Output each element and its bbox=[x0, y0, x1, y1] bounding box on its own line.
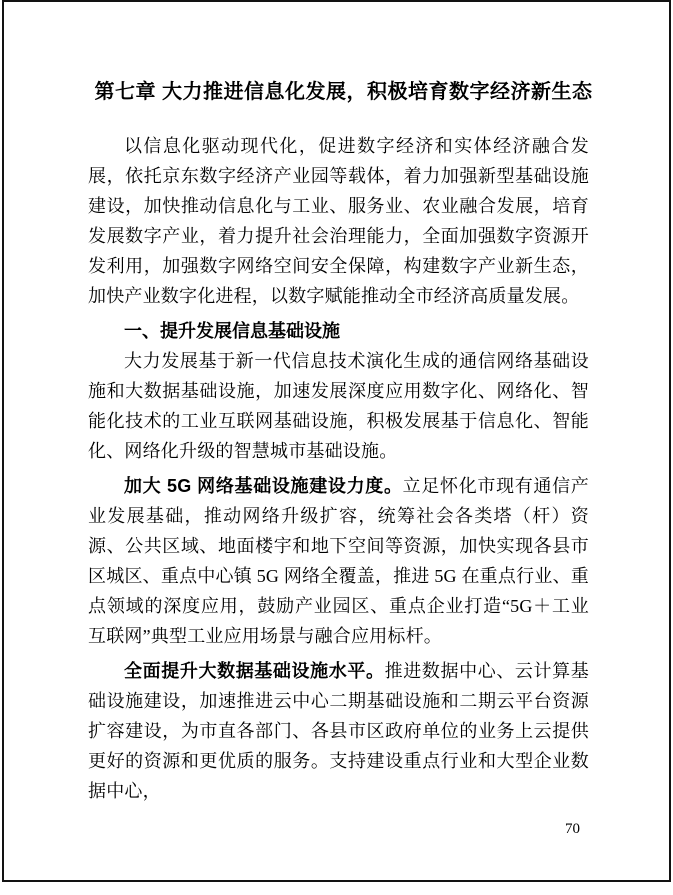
document-body bbox=[88, 131, 589, 806]
paragraph: 大力发展基于新一代信息技术演化生成的通信网络基础设施和大数据基础设施，加速发展深度应用数字化、网络化、智能化技术的工业互联网基础设施，积极发展基于信息化、智能化、网络化升级的智慧城市基础设施。 bbox=[88, 351, 589, 461]
paragraph: 加大 5G 网络基础设施建设力度。立足怀化市现有通信产业发展基础，推动网络升级扩容，统筹社会各类塔（杆）资源、公共区域、地面楼宇和地下空间等资源，加快实现各县市区城区、重点中心镇 5G 网络全覆盖，推进 5G 在重点行业、重点领域的深度应用，鼓励产业园区、重点企业打造“5G＋工业互联网”典型工业应用场景与融合应用标杆。 bbox=[88, 476, 589, 646]
paragraph-bold-lead: 全面提升大数据基础设施水平。 bbox=[124, 661, 385, 681]
chapter-title: 第七章 大力推进信息化发展，积极培育数字经济新生态 bbox=[94, 81, 593, 103]
paragraph-bold-lead: 加大 5G 网络基础设施建设力度。 bbox=[124, 476, 403, 496]
page-number: 70 bbox=[565, 821, 580, 837]
section-heading: 一、提升发展信息基础设施 bbox=[124, 321, 340, 341]
page-content bbox=[88, 78, 593, 806]
paragraph: 全面提升大数据基础设施水平。推进数据中心、云计算基础设施建设，加速推进云中心二期基础设施和二期云平台资源扩容建设，为市直各部门、各县市区政府单位的业务上云提供更好的资源和更优质的服务。支持建设重点行业和大型企业数据中心， bbox=[88, 661, 589, 801]
paragraph: 以信息化驱动现代化，促进数字经济和实体经济融合发展，依托京东数字经济产业园等载体，着力加强新型基础设施建设，加快推动信息化与工业、服务业、农业融合发展，培育发展数字产业，着力提升社会治理能力，全面加强数字资源开发利用，加强数字网络空间安全保障，构建数字产业新生态，加快产业数字化进程，以数字赋能推动全市经济高质量发展。 bbox=[88, 136, 589, 306]
